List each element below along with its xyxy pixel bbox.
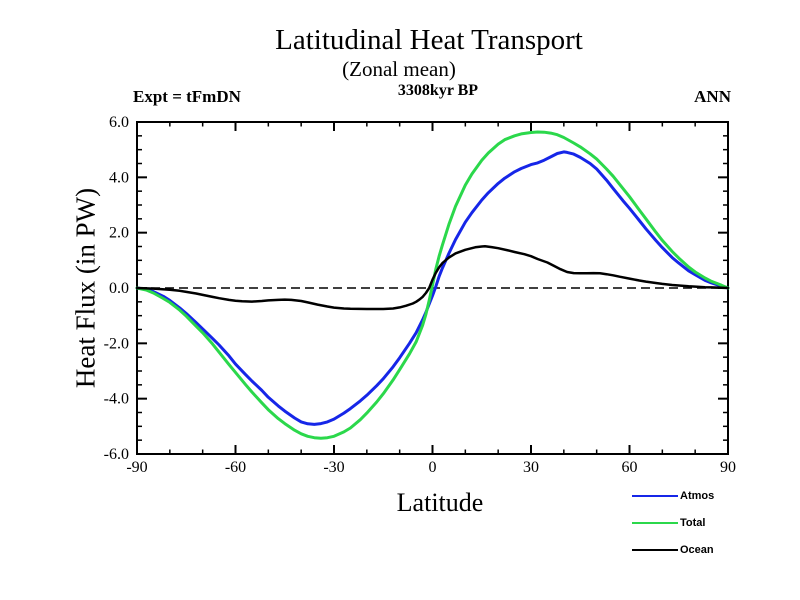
x-tick-label: 30 xyxy=(523,459,539,476)
legend-label-atmos: Atmos xyxy=(680,490,715,502)
x-tick-label: 0 xyxy=(428,459,437,476)
experiment-label: Expt = tFmDN xyxy=(133,87,241,106)
y-tick-label: 4.0 xyxy=(109,169,129,187)
y-tick-label: 0.0 xyxy=(109,280,129,297)
legend-line-total xyxy=(632,522,678,524)
chart-date-label: 3308kyr BP xyxy=(397,82,479,99)
season-label: ANN xyxy=(694,87,731,106)
y-tick-label: 2.0 xyxy=(109,224,129,242)
legend-item-atmos xyxy=(632,487,714,505)
x-tick-label: -90 xyxy=(126,459,148,476)
legend-line-atmos xyxy=(632,495,678,497)
series-line-total xyxy=(137,132,728,438)
chart-subtitle: (Zonal mean) xyxy=(342,57,456,81)
legend-label-ocean: Ocean xyxy=(680,544,714,556)
y-tick-label: -6.0 xyxy=(103,446,129,463)
x-axis-title: Latitude xyxy=(396,488,484,517)
legend-item-total xyxy=(632,514,714,532)
y-tick-label: 6.0 xyxy=(109,114,129,131)
x-tick-label: -60 xyxy=(224,459,247,476)
legend xyxy=(632,487,714,559)
y-tick-label: -2.0 xyxy=(103,335,129,353)
legend-line-ocean xyxy=(632,549,678,551)
x-tick-label: -30 xyxy=(323,459,345,476)
chart-title: Latitudinal Heat Transport xyxy=(275,24,583,56)
legend-item-ocean xyxy=(632,541,714,559)
y-tick-label: -4.0 xyxy=(103,390,129,408)
x-tick-label: 90 xyxy=(720,459,736,476)
x-tick-label: 60 xyxy=(621,459,638,476)
legend-label-total: Total xyxy=(680,517,706,529)
y-axis-title: Heat Flux (in PW) xyxy=(70,187,101,389)
